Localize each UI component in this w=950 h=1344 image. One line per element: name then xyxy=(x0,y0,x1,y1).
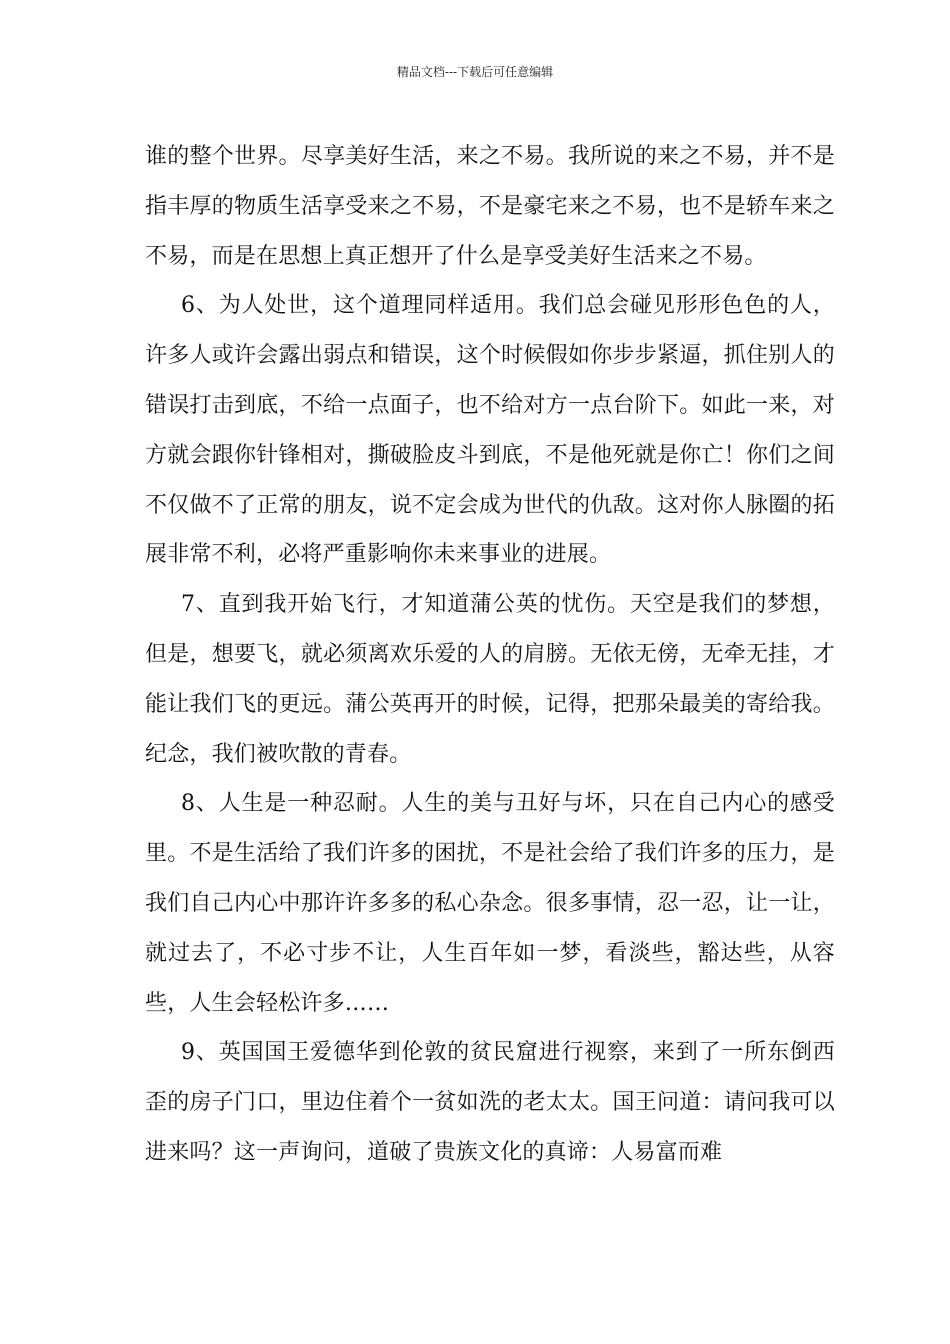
paragraph-7: 7、直到我开始飞行，才知道蒲公英的忧伤。天空是我们的梦想，但是，想要飞，就必须离欢乐爱的人的肩膀。无依无傍，无牵无挂，才能让我们飞的更远。蒲公英再开的时候，记得，把那朵最美的寄给我。纪念，我们被吹散的青春。 xyxy=(145,592,835,767)
paragraph-8: 8、人生是一种忍耐。人生的美与丑好与坏，只在自己内心的感受里。不是生活给了我们许多的困扰，不是社会给了我们许多的压力，是我们自己内心中那许许多多的私心杂念。很多事情，忍一忍，让一让，就过去了，不必寸步不让，人生百年如一梦，看淡些，豁达些，从容些，人生会轻松许多…… xyxy=(145,791,835,1016)
document-body xyxy=(145,132,835,1178)
page-header: 精品文档---下载后可任意编辑 xyxy=(396,65,554,79)
paragraph-continuation: 谁的整个世界。尽享美好生活，来之不易。我所说的来之不易，并不是指丰厚的物质生活享受来之不易，不是豪宅来之不易，也不是轿车来之不易，而是在思想上真正想开了什么是享受美好生活来之不易。 xyxy=(145,144,835,269)
paragraph-6: 6、为人处世，这个道理同样适用。我们总会碰见形形色色的人，许多人或许会露出弱点和错误，这个时候假如你步步紧逼，抓住别人的错误打击到底，不给一点面子，也不给对方一点台阶下。如此一来，对方就会跟你针锋相对，撕破脸皮斗到底，不是他死就是你亡！你们之间不仅做不了正常的朋友，说不定会成为世代的仇敌。这对你人脉圈的拓展非常不利，必将严重影响你未来事业的进展。 xyxy=(145,293,835,568)
paragraph-9: 9、英国国王爱德华到伦敦的贫民窟进行视察，来到了一所东倒西歪的房子门口，里边住着个一贫如洗的老太太。国王问道：请问我可以进来吗？这一声询问，道破了贵族文化的真谛：人易富而难 xyxy=(145,1040,835,1165)
